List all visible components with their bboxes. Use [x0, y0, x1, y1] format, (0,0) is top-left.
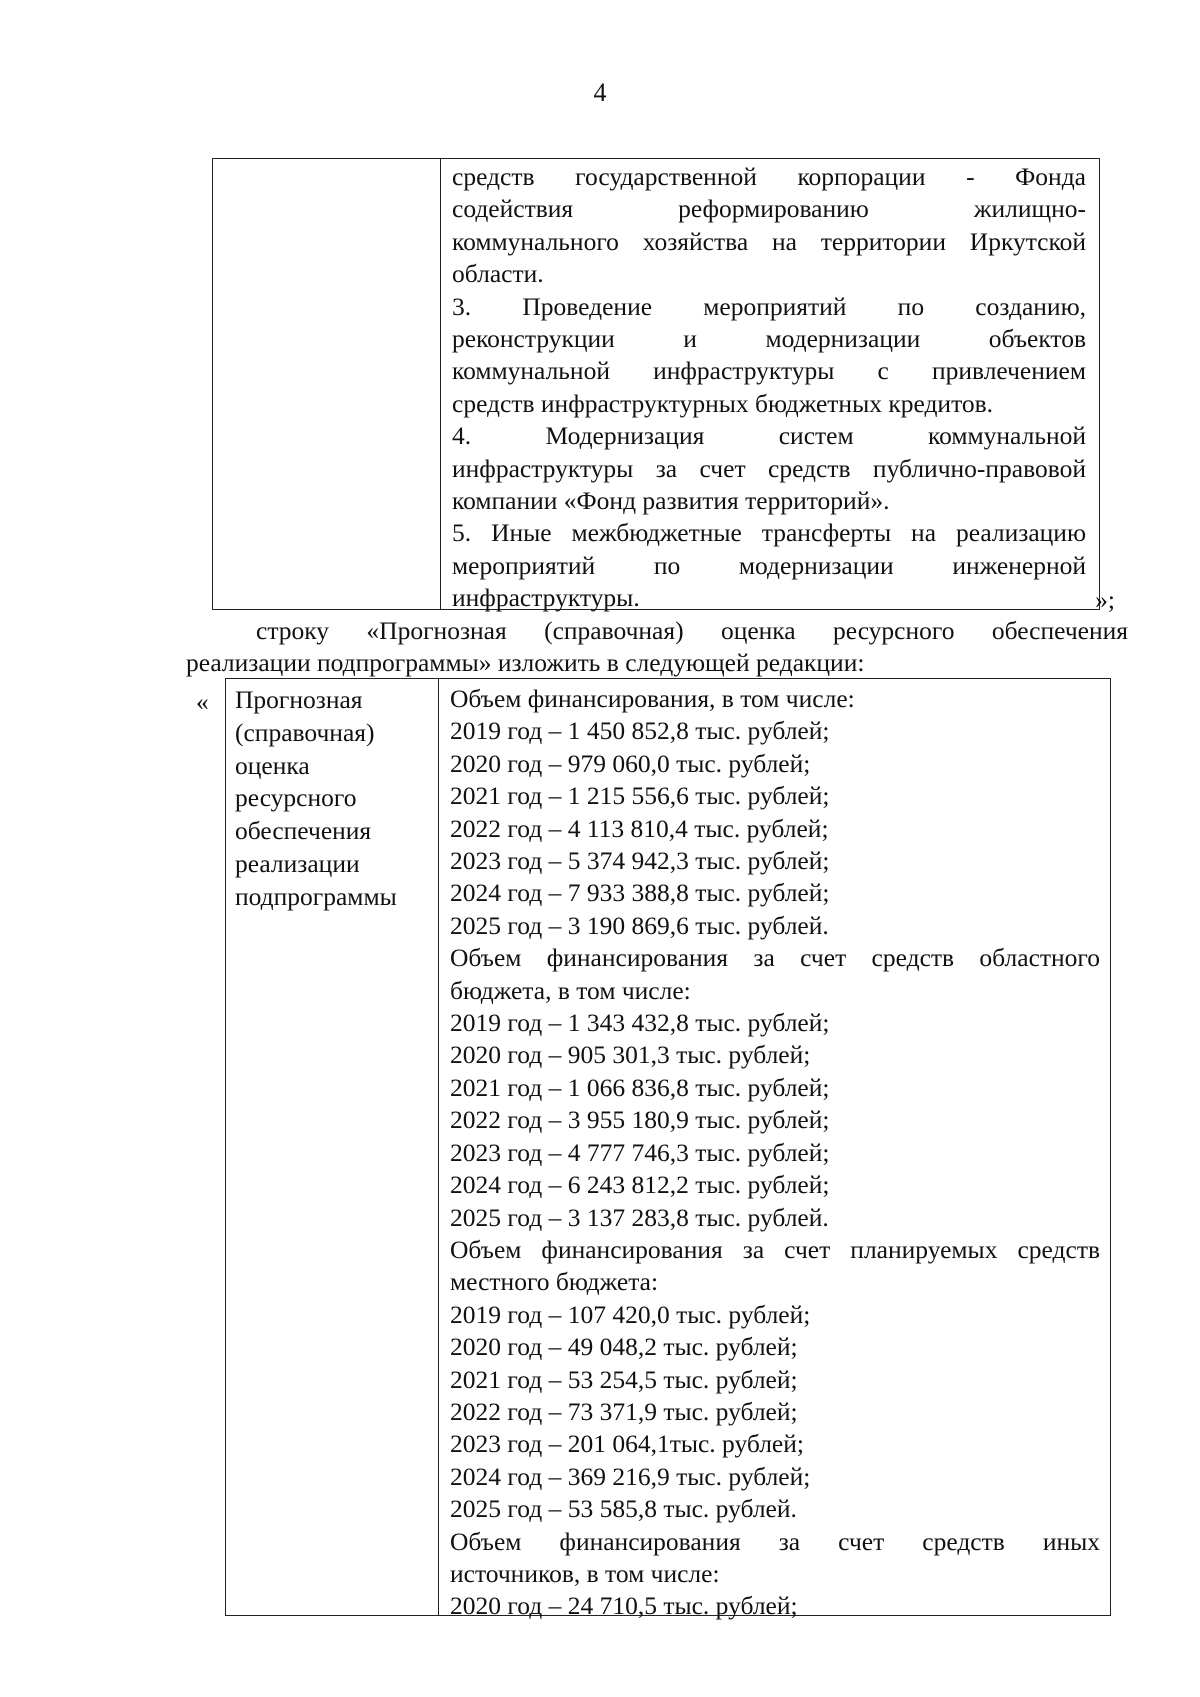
section-header: Объем финансирования за счет средств областного [450, 943, 1100, 973]
section-header: Объем финансирования за счет планируемых средств [450, 1234, 1100, 1264]
instruction-line: строку «Прогнозная (справочная) оценка ресурсного обеспечения [256, 616, 1128, 645]
continuation-table [212, 158, 1115, 614]
row-label [235, 684, 435, 914]
continuation-cell [452, 161, 1086, 615]
section-header: источников, в том числе: [450, 1558, 720, 1588]
year-line: 2020 год – 905 301,3 тыс. рублей; [450, 1040, 811, 1070]
section-header: Объем финансирования за счет средств иных [450, 1526, 1100, 1556]
year-line: 2024 год – 369 216,9 тыс. рублей; [450, 1461, 811, 1491]
column-divider [440, 159, 441, 609]
year-line: 2025 год – 53 585,8 тыс. рублей. [450, 1494, 797, 1524]
year-line: 2024 год – 6 243 812,2 тыс. рублей; [450, 1170, 830, 1200]
year-line: 2023 год – 201 064,1тыс. рублей; [450, 1429, 804, 1459]
section-header: Объем финансирования, в том числе: [450, 684, 855, 713]
label-line: обеспечения [235, 816, 372, 846]
instruction-paragraph [186, 615, 1128, 679]
column-divider [438, 679, 439, 1615]
year-line: 2022 год – 3 955 180,9 тыс. рублей; [450, 1105, 830, 1135]
label-line: оценка [235, 750, 310, 780]
financing-cell [450, 683, 1100, 1623]
text-line: содействия реформированию жилищно- [452, 194, 1086, 224]
closing-quote-mark: »; [1095, 585, 1115, 614]
year-line: 2023 год – 4 777 746,3 тыс. рублей; [450, 1137, 830, 1167]
text-line: области. [452, 259, 544, 289]
text-line: инфраструктуры за счет средств публично-правовой [452, 453, 1086, 483]
text-line: коммунального хозяйства на территории Иркутской [452, 226, 1086, 256]
opening-quote-mark: « [196, 687, 209, 716]
instruction-line: реализации подпрограммы» изложить в следующей редакции: [186, 648, 865, 677]
year-line: 2025 год – 3 190 869,6 тыс. рублей. [450, 910, 829, 940]
year-line: 2019 год – 107 420,0 тыс. рублей; [450, 1299, 811, 1329]
year-line: 2020 год – 24 710,5 тыс. рублей; [450, 1591, 798, 1621]
label-line: подпрограммы [235, 881, 397, 911]
financing-table [225, 678, 1111, 1621]
text-line: средств инфраструктурных бюджетных кредитов. [452, 388, 994, 418]
text-line: инфраструктуры. [452, 583, 640, 613]
text-line: компании «Фонд развития территорий». [452, 486, 890, 516]
year-line: 2024 год – 7 933 388,8 тыс. рублей; [450, 878, 830, 908]
label-line: Прогнозная [235, 685, 363, 714]
year-line: 2019 год – 1 450 852,8 тыс. рублей; [450, 716, 830, 746]
label-line: (справочная) [235, 717, 375, 747]
text-line: 3. Проведение мероприятий по созданию, [452, 291, 1086, 321]
section-header: местного бюджета: [450, 1267, 659, 1297]
year-line: 2025 год – 3 137 283,8 тыс. рублей. [450, 1202, 829, 1232]
page-number: 4 [593, 78, 607, 107]
year-line: 2021 год – 1 215 556,6 тыс. рублей; [450, 781, 830, 811]
year-line: 2022 год – 73 371,9 тыс. рублей; [450, 1396, 798, 1426]
year-line: 2023 год – 5 374 942,3 тыс. рублей; [450, 846, 830, 876]
year-line: 2021 год – 1 066 836,8 тыс. рублей; [450, 1072, 830, 1102]
text-line: реконструкции и модернизации объектов [452, 324, 1086, 354]
label-line: реализации [235, 848, 360, 878]
text-line: средств государственной корпорации - Фонда [452, 162, 1086, 191]
text-line: мероприятий по модернизации инженерной [452, 550, 1086, 580]
text-line: 4. Модернизация систем коммунальной [452, 421, 1086, 451]
year-line: 2020 год – 979 060,0 тыс. рублей; [450, 748, 811, 778]
year-line: 2020 год – 49 048,2 тыс. рублей; [450, 1332, 798, 1362]
label-line: ресурсного [235, 783, 357, 813]
section-header: бюджета, в том числе: [450, 975, 691, 1005]
year-line: 2021 год – 53 254,5 тыс. рублей; [450, 1364, 798, 1394]
year-line: 2019 год – 1 343 432,8 тыс. рублей; [450, 1008, 830, 1038]
year-line: 2022 год – 4 113 810,4 тыс. рублей; [450, 813, 829, 843]
text-line: 5. Иные межбюджетные трансферты на реализацию [452, 518, 1086, 548]
text-line: коммунальной инфраструктуры с привлечением [452, 356, 1086, 386]
